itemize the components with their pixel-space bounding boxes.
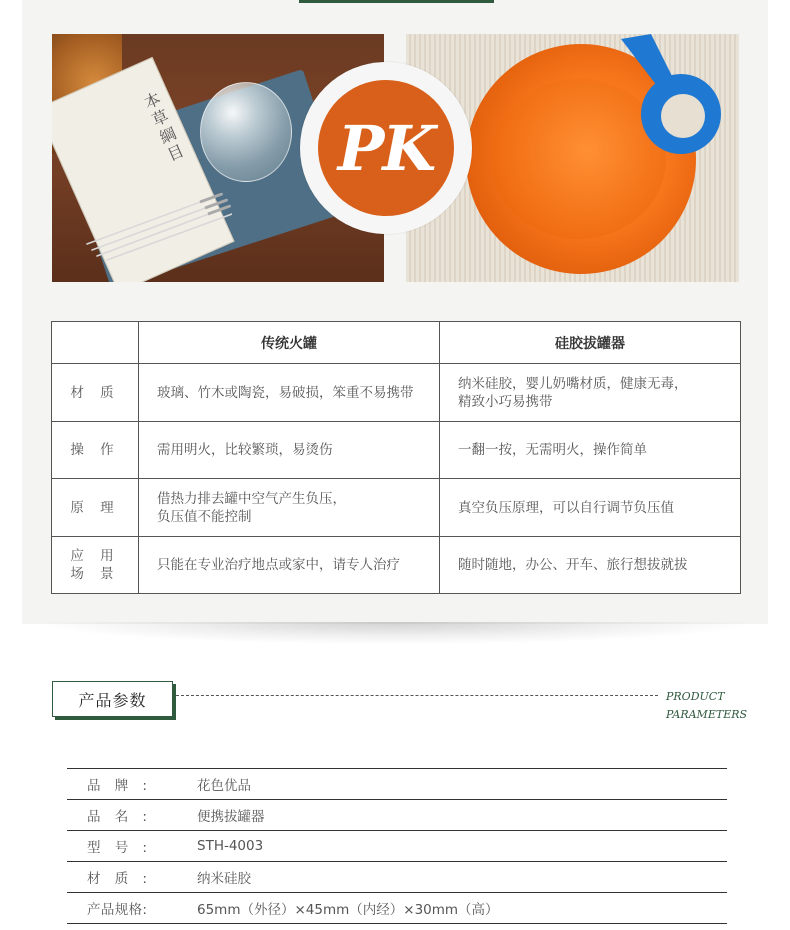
book-title: 本草綱目 [139,89,188,167]
comparison-table [51,321,741,594]
spec-value: 65mm（外径）×45mm（内经）×30mm（高） [195,893,727,924]
top-accent-bar [299,0,494,3]
table-row [67,893,727,924]
spec-key-text: 品牌: [87,778,147,794]
silicone-cell: 真空负压原理，可以自行调节负压值 [440,479,741,537]
glass-cup [200,82,292,182]
spec-key [67,862,195,893]
table-row [67,800,727,831]
comparison-header-row [52,322,741,364]
spec-key-text: 型号: [87,840,147,856]
params-title-en-line2: PARAMETERS [666,708,748,721]
table-row [67,769,727,800]
traditional-cell: 玻璃、竹木或陶瓷，易破损，笨重不易携带 [139,364,440,422]
params-divider [176,695,658,696]
spec-value: 花色优品 [195,769,727,800]
table-row [52,422,741,479]
spec-key [67,800,195,831]
silicone-cell: 随时随地，办公、开车、旅行想拔就拔 [440,537,741,594]
params-title: 产品参数 [52,681,173,717]
silicone-cell: 一翻一按，无需明火，操作简单 [440,422,741,479]
comparison-header-empty [52,322,139,364]
spec-key-text: 材质: [87,871,147,887]
table-row [52,364,741,422]
params-title-en [666,688,776,724]
table-row [67,831,727,862]
table-row [52,537,741,594]
traditional-cell: 只能在专业治疗地点或家中，请专人治疗 [139,537,440,594]
spec-value: 纳米硅胶 [195,862,727,893]
spec-key [67,831,195,862]
table-row [67,862,727,893]
blue-tag [611,34,721,164]
spec-key [67,769,195,800]
spec-value: 便携拔罐器 [195,800,727,831]
pk-badge-text: PK [337,111,435,185]
traditional-cell: 借热力排去罐中空气产生负压， 负压值不能控制 [139,479,440,537]
spec-key-text: 品名: [87,809,147,825]
params-title-en-line1: PRODUCT [666,690,725,703]
comparison-header-silicone: 硅胶拔罐器 [440,322,741,364]
spec-key-text: 产品规格: [87,902,147,918]
table-row [52,479,741,537]
card-shadow [40,622,750,644]
silicone-cell: 纳米硅胶，婴儿奶嘴材质，健康无毒， 精致小巧易携带 [440,364,741,422]
row-label: 操 作 [52,422,139,479]
spec-key [67,893,195,924]
spec-value: STH-4003 [195,831,727,862]
row-label: 材 质 [52,364,139,422]
spec-table [67,768,727,924]
comparison-header-traditional: 传统火罐 [139,322,440,364]
row-label: 原 理 [52,479,139,537]
row-label: 应 用 场 景 [52,537,139,594]
traditional-cell: 需用明火，比较繁琐，易烫伤 [139,422,440,479]
acupuncture-needles [82,184,232,264]
